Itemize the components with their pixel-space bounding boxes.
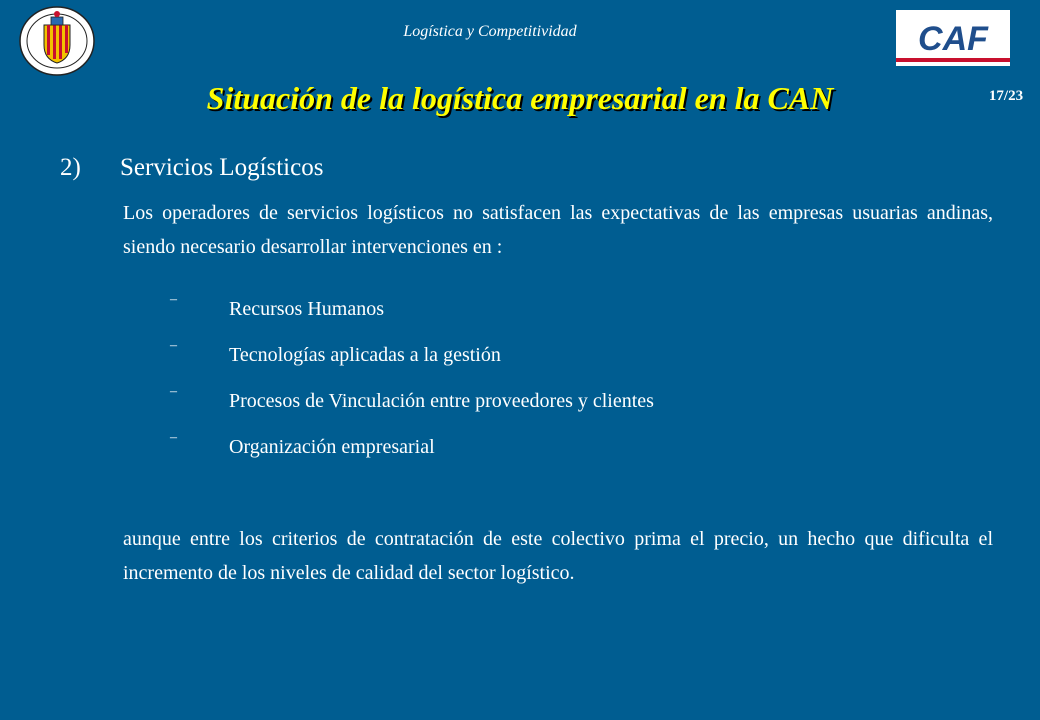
svg-text:CAF: CAF xyxy=(918,20,988,58)
bullet-text: Procesos de Vinculación entre proveedores y clientes xyxy=(229,390,654,412)
dash-bullet-marker: – xyxy=(170,338,177,353)
dash-bullet-marker: – xyxy=(170,430,177,445)
slide-title: Situación de la logística empresarial en la CAN xyxy=(206,80,834,116)
dash-bullet-marker: – xyxy=(170,292,177,307)
university-seal-logo xyxy=(18,5,96,77)
page-number: 17/23 xyxy=(988,88,1024,104)
section-number: 2) xyxy=(60,154,81,181)
bullet-text: Recursos Humanos xyxy=(229,298,384,320)
section-heading-text: Servicios Logísticos xyxy=(120,154,324,181)
caf-logo xyxy=(896,10,1010,66)
bullet-text: Organización empresarial xyxy=(229,436,435,458)
closing-paragraph: aunque entre los criterios de contratación de este colectivo prima el precio, un hecho que dificulta el incremento de los niveles de calidad del sector logístico. xyxy=(123,528,993,584)
intro-paragraph: Los operadores de servicios logísticos no satisfacen las expectativas de las empresas usuarias andinas, siendo necesario desarrollar intervenciones en : xyxy=(123,202,993,258)
section-heading xyxy=(60,154,323,182)
bullet-text: Tecnologías aplicadas a la gestión xyxy=(229,344,501,366)
dash-bullet-marker: – xyxy=(170,384,177,399)
header-subject: Logística y Competitividad xyxy=(403,23,577,40)
